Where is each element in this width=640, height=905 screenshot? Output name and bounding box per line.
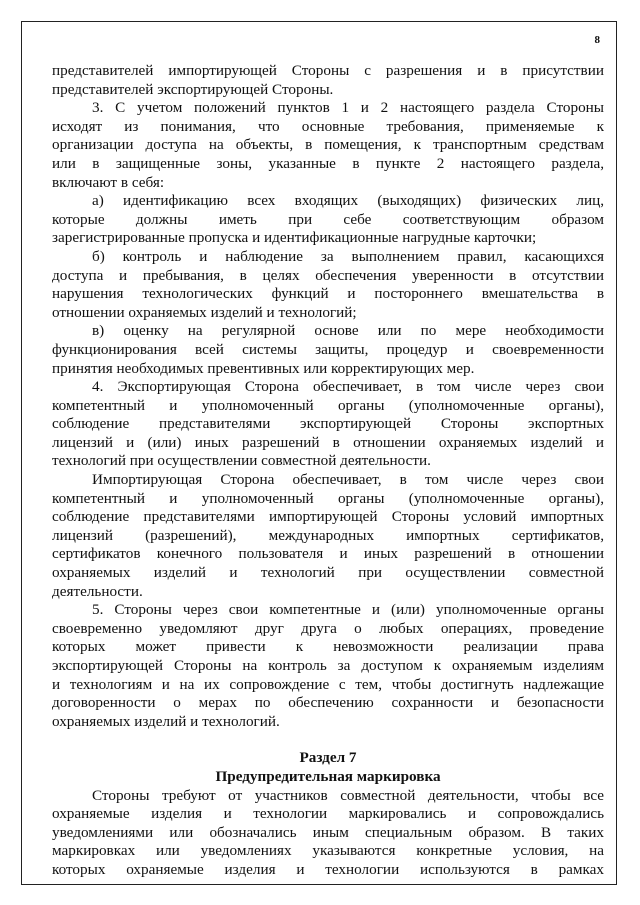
- text-line: нарушения технологических функций и постороннего вмешательства в: [52, 285, 604, 303]
- text-line: соблюдение представителями экспортирующей Стороны экспортных: [52, 415, 604, 433]
- text-line: лицензий и (или) иных разрешений в отношении охраняемых изделий и: [52, 433, 604, 451]
- text-line: договоренности о мерах по обеспечению сохранности и безопасности: [52, 694, 604, 712]
- text-line: охраняемых изделий и технологий при осуществлении совместной: [52, 564, 604, 582]
- text-line: экспортирующей Стороны на контроль за доступом к охраняемым изделиям: [52, 657, 604, 674]
- text-line: технологий при осуществлении совместной деятельности.: [52, 452, 431, 470]
- text-line: которые должны иметь при себе соответствующим образом: [52, 210, 604, 228]
- section-title: Предупредительная маркировка: [215, 767, 441, 785]
- text-line: своевременно уведомляют друг друга о любых операциях, проведение: [52, 619, 604, 637]
- text-line: маркировках или уведомлениях указываются конкретные условия, на: [52, 842, 604, 860]
- text-line: организации доступа на объекты, в помещения, к транспортным средствам: [52, 136, 604, 154]
- text-line: Импортирующая Сторона обеспечивает, в том числе через свои: [92, 471, 604, 489]
- text-line: функционирования всей системы защиты, процедур и своевременности: [52, 340, 604, 358]
- text-line: которых может привести к невозможности реализации права: [52, 638, 604, 656]
- section-gap: [52, 731, 604, 749]
- text-line: зарегистрированные пропуска и идентификационные нагрудные карточки;: [52, 229, 537, 247]
- text-line: компетентный и уполномоченный органы (уполномоченные органы),: [52, 396, 604, 414]
- text-line: включают в себя:: [52, 173, 165, 191]
- section-text: [52, 787, 604, 880]
- text-line: представителей экспортирующей Стороны.: [52, 80, 334, 98]
- text-line: компетентный и уполномоченный органы (уполномоченные органы),: [52, 489, 604, 507]
- text-line: которых охраняемые изделия и технологии используются в рамках: [52, 860, 604, 878]
- text-line: охраняемых изделий и технологий.: [52, 712, 280, 730]
- document-body: [52, 62, 604, 880]
- text-line: сертификатов конечного пользователя и иных разрешений в отношении: [52, 545, 604, 563]
- body-text: [52, 62, 604, 731]
- text-line: б) контроль и наблюдение за выполнением правил, касающихся: [92, 247, 604, 265]
- text-line: охраняемые изделия и технологии маркировались и сопровождались: [52, 805, 604, 823]
- text-line: или в защищенные зоны, указанные в пункте 2 настоящего раздела,: [52, 154, 604, 172]
- text-line: уведомлениями или обозначались иным специальным образом. В таких: [52, 823, 604, 841]
- text-line: принятия необходимых превентивных или корректирующих мер.: [52, 359, 475, 377]
- text-line: исходят из понимания, что основные требования, применяемые к: [52, 117, 604, 135]
- page-number: 8: [594, 34, 600, 46]
- text-line: в) оценку на регулярной основе или по мере необходимости: [92, 322, 604, 340]
- text-line: и технологиям и на их сопровождение с тем, чтобы достигнуть надлежащие: [52, 675, 604, 693]
- text-line: Стороны требуют от участников совместной деятельности, чтобы все: [92, 786, 604, 804]
- text-line: соблюдение представителями импортирующей Стороны условий импортных: [52, 508, 604, 526]
- text-line: 3. С учетом положений пунктов 1 и 2 настоящего раздела Стороны: [92, 99, 604, 117]
- text-line: а) идентификацию всех входящих (выходящих) физических лиц,: [92, 192, 604, 210]
- text-line: отношении охраняемых изделий и технологий;: [52, 303, 357, 321]
- section-heading: Раздел 7: [299, 749, 357, 767]
- text-line: доступа и пребывания, в целях обеспечения уверенности в отсутствии: [52, 266, 604, 284]
- text-line: 5. Стороны через свои компетентные и (или) уполномоченные органы: [92, 601, 604, 619]
- text-line: 4. Экспортирующая Сторона обеспечивает, в том числе через свои: [92, 378, 604, 396]
- text-line: представителей импортирующей Стороны с разрешения и в присутствии: [52, 62, 604, 79]
- text-line: лицензий (разрешений), международных импортных сертификатов,: [52, 526, 604, 544]
- text-line: деятельности.: [52, 582, 143, 600]
